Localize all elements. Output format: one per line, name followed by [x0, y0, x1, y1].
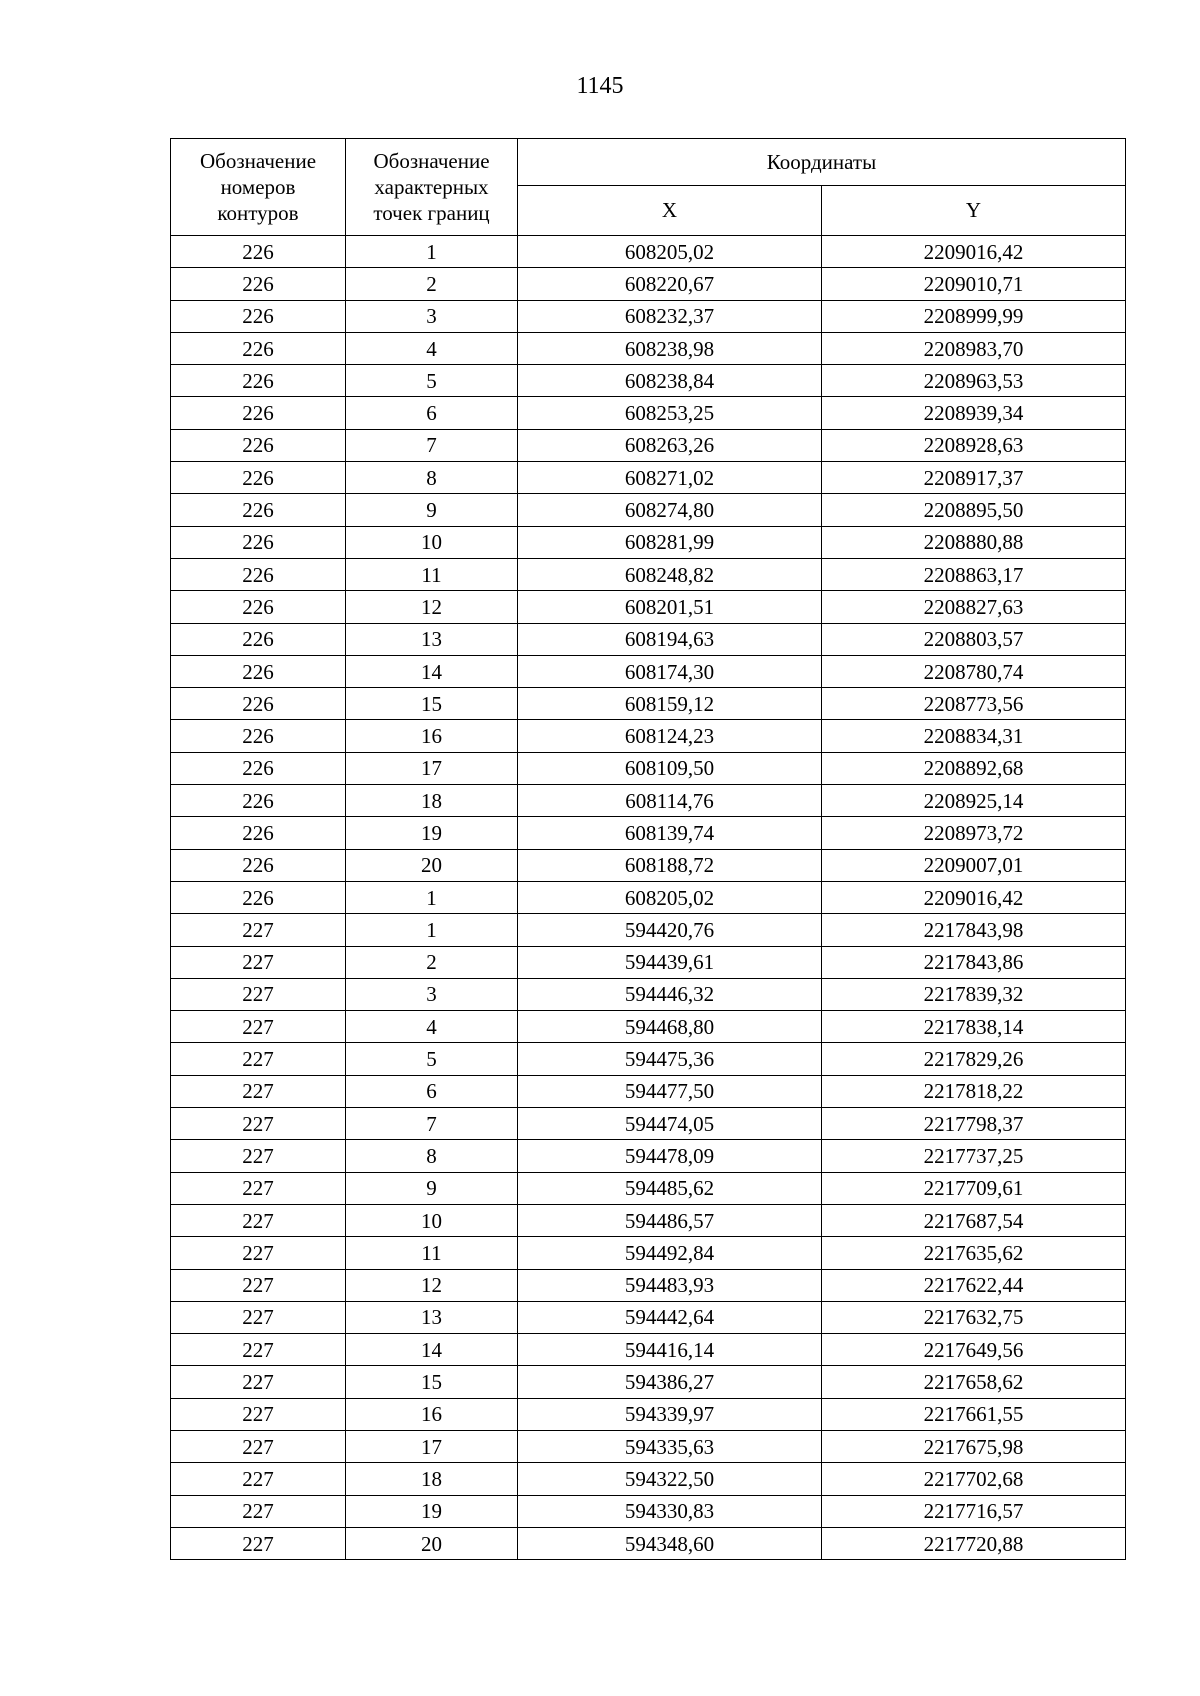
header-coordinates: Координаты: [518, 139, 1126, 186]
page-number: 1145: [576, 73, 624, 99]
point-number-cell: 10: [346, 1204, 518, 1236]
point-number-cell: 8: [346, 1140, 518, 1172]
y-coordinate-cell: 2208895,50: [822, 494, 1126, 526]
x-coordinate-cell: 608238,84: [518, 365, 822, 397]
x-coordinate-cell: 608205,02: [518, 881, 822, 913]
point-number-cell: 19: [346, 1495, 518, 1527]
contour-number-cell: 226: [171, 236, 346, 268]
point-number-cell: 7: [346, 429, 518, 461]
contour-number-cell: 227: [171, 1237, 346, 1269]
y-coordinate-cell: 2208917,37: [822, 462, 1126, 494]
y-coordinate-cell: 2208892,68: [822, 752, 1126, 784]
contour-number-cell: 226: [171, 623, 346, 655]
x-coordinate-cell: 594420,76: [518, 914, 822, 946]
point-number-cell: 18: [346, 785, 518, 817]
table-row: [171, 688, 1126, 720]
table-row: [171, 785, 1126, 817]
table-row: [171, 332, 1126, 364]
y-coordinate-cell: 2217675,98: [822, 1430, 1126, 1462]
table-row: [171, 849, 1126, 881]
table-row: [171, 1463, 1126, 1495]
y-coordinate-cell: 2217687,54: [822, 1204, 1126, 1236]
header-contour-line-2: номеров: [220, 175, 296, 199]
y-coordinate-cell: 2208803,57: [822, 623, 1126, 655]
point-number-cell: 5: [346, 1043, 518, 1075]
x-coordinate-cell: 608174,30: [518, 655, 822, 687]
table-row: [171, 1430, 1126, 1462]
x-coordinate-cell: 608274,80: [518, 494, 822, 526]
table-row: [171, 462, 1126, 494]
x-coordinate-cell: 594339,97: [518, 1398, 822, 1430]
y-coordinate-cell: 2208834,31: [822, 720, 1126, 752]
y-coordinate-cell: 2217635,62: [822, 1237, 1126, 1269]
x-coordinate-cell: 594474,05: [518, 1108, 822, 1140]
contour-number-cell: 227: [171, 1075, 346, 1107]
y-coordinate-cell: 2208827,63: [822, 591, 1126, 623]
x-coordinate-cell: 608188,72: [518, 849, 822, 881]
table-row: [171, 300, 1126, 332]
point-number-cell: 20: [346, 849, 518, 881]
x-coordinate-cell: 608238,98: [518, 332, 822, 364]
y-coordinate-cell: 2217661,55: [822, 1398, 1126, 1430]
point-number-cell: 14: [346, 655, 518, 687]
point-number-cell: 13: [346, 1301, 518, 1333]
table-row: [171, 397, 1126, 429]
table-row: [171, 268, 1126, 300]
contour-number-cell: 226: [171, 300, 346, 332]
contour-number-cell: 227: [171, 1011, 346, 1043]
point-number-cell: 5: [346, 365, 518, 397]
point-number-cell: 9: [346, 494, 518, 526]
y-coordinate-cell: 2208925,14: [822, 785, 1126, 817]
y-coordinate-cell: 2208999,99: [822, 300, 1126, 332]
contour-number-cell: 226: [171, 332, 346, 364]
contour-number-cell: 226: [171, 526, 346, 558]
x-coordinate-cell: 608281,99: [518, 526, 822, 558]
contour-number-cell: 226: [171, 494, 346, 526]
contour-number-cell: 227: [171, 1140, 346, 1172]
contour-number-cell: 226: [171, 397, 346, 429]
table-row: [171, 1334, 1126, 1366]
point-number-cell: 4: [346, 332, 518, 364]
x-coordinate-cell: 594477,50: [518, 1075, 822, 1107]
point-number-cell: 19: [346, 817, 518, 849]
table-row: [171, 591, 1126, 623]
y-coordinate-cell: 2209010,71: [822, 268, 1126, 300]
x-coordinate-cell: 594416,14: [518, 1334, 822, 1366]
header-point-line-1: Обозначение: [373, 149, 490, 173]
x-coordinate-cell: 608263,26: [518, 429, 822, 461]
x-coordinate-cell: 594330,83: [518, 1495, 822, 1527]
header-y: Y: [822, 186, 1126, 236]
point-number-cell: 14: [346, 1334, 518, 1366]
y-coordinate-cell: 2217829,26: [822, 1043, 1126, 1075]
x-coordinate-cell: 594439,61: [518, 946, 822, 978]
x-coordinate-cell: 608139,74: [518, 817, 822, 849]
contour-number-cell: 227: [171, 1495, 346, 1527]
x-coordinate-cell: 608205,02: [518, 236, 822, 268]
x-coordinate-cell: 608220,67: [518, 268, 822, 300]
point-number-cell: 16: [346, 1398, 518, 1430]
x-coordinate-cell: 594386,27: [518, 1366, 822, 1398]
table-row: [171, 1204, 1126, 1236]
contour-number-cell: 227: [171, 1269, 346, 1301]
x-coordinate-cell: 594348,60: [518, 1527, 822, 1559]
table-row: [171, 881, 1126, 913]
y-coordinate-cell: 2217839,32: [822, 978, 1126, 1010]
header-boundary-points: [346, 139, 518, 236]
contour-number-cell: 226: [171, 752, 346, 784]
point-number-cell: 9: [346, 1172, 518, 1204]
table-body: [171, 236, 1126, 1560]
point-number-cell: 3: [346, 978, 518, 1010]
contour-number-cell: 227: [171, 914, 346, 946]
table-row: [171, 558, 1126, 590]
contour-number-cell: 226: [171, 268, 346, 300]
y-coordinate-cell: 2217720,88: [822, 1527, 1126, 1559]
point-number-cell: 7: [346, 1108, 518, 1140]
y-coordinate-cell: 2217843,98: [822, 914, 1126, 946]
table-row: [171, 236, 1126, 268]
contour-number-cell: 226: [171, 785, 346, 817]
contour-number-cell: 226: [171, 591, 346, 623]
contour-number-cell: 227: [171, 978, 346, 1010]
contour-number-cell: 226: [171, 881, 346, 913]
x-coordinate-cell: 594446,32: [518, 978, 822, 1010]
table-header: [171, 139, 1126, 236]
contour-number-cell: 227: [171, 1172, 346, 1204]
table-row: [171, 720, 1126, 752]
table-row: [171, 978, 1126, 1010]
contour-number-cell: 227: [171, 1527, 346, 1559]
point-number-cell: 8: [346, 462, 518, 494]
y-coordinate-cell: 2208983,70: [822, 332, 1126, 364]
y-coordinate-cell: 2217818,22: [822, 1075, 1126, 1107]
table-row: [171, 1108, 1126, 1140]
x-coordinate-cell: 608109,50: [518, 752, 822, 784]
y-coordinate-cell: 2208863,17: [822, 558, 1126, 590]
header-x: X: [518, 186, 822, 236]
table-row: [171, 1366, 1126, 1398]
x-coordinate-cell: 594492,84: [518, 1237, 822, 1269]
point-number-cell: 4: [346, 1011, 518, 1043]
x-coordinate-cell: 594322,50: [518, 1463, 822, 1495]
x-coordinate-cell: 594483,93: [518, 1269, 822, 1301]
point-number-cell: 17: [346, 752, 518, 784]
y-coordinate-cell: 2208973,72: [822, 817, 1126, 849]
x-coordinate-cell: 608232,37: [518, 300, 822, 332]
contour-number-cell: 226: [171, 462, 346, 494]
table-row: [171, 429, 1126, 461]
point-number-cell: 15: [346, 1366, 518, 1398]
contour-number-cell: 226: [171, 720, 346, 752]
coordinates-table: [170, 138, 1126, 1560]
point-number-cell: 6: [346, 1075, 518, 1107]
table-row: [171, 365, 1126, 397]
contour-number-cell: 226: [171, 817, 346, 849]
point-number-cell: 18: [346, 1463, 518, 1495]
contour-number-cell: 226: [171, 429, 346, 461]
x-coordinate-cell: 594486,57: [518, 1204, 822, 1236]
point-number-cell: 13: [346, 623, 518, 655]
table-row: [171, 1140, 1126, 1172]
point-number-cell: 17: [346, 1430, 518, 1462]
y-coordinate-cell: 2208880,88: [822, 526, 1126, 558]
header-contour-line-3: контуров: [217, 201, 299, 225]
contour-number-cell: 227: [171, 1204, 346, 1236]
contour-number-cell: 227: [171, 1430, 346, 1462]
point-number-cell: 11: [346, 1237, 518, 1269]
x-coordinate-cell: 608253,25: [518, 397, 822, 429]
table-row: [171, 946, 1126, 978]
y-coordinate-cell: 2208939,34: [822, 397, 1126, 429]
y-coordinate-cell: 2217716,57: [822, 1495, 1126, 1527]
contour-number-cell: 227: [171, 946, 346, 978]
x-coordinate-cell: 608271,02: [518, 462, 822, 494]
contour-number-cell: 226: [171, 688, 346, 720]
contour-number-cell: 227: [171, 1301, 346, 1333]
table-row: [171, 1237, 1126, 1269]
x-coordinate-cell: 608159,12: [518, 688, 822, 720]
header-contour-line-1: Обозначение: [199, 149, 317, 173]
point-number-cell: 2: [346, 268, 518, 300]
y-coordinate-cell: 2209007,01: [822, 849, 1126, 881]
point-number-cell: 3: [346, 300, 518, 332]
y-coordinate-cell: 2217702,68: [822, 1463, 1126, 1495]
y-coordinate-cell: 2217658,62: [822, 1366, 1126, 1398]
point-number-cell: 1: [346, 236, 518, 268]
contour-number-cell: 227: [171, 1334, 346, 1366]
table-row: [171, 1495, 1126, 1527]
y-coordinate-cell: 2217709,61: [822, 1172, 1126, 1204]
table-row: [171, 1301, 1126, 1333]
contour-number-cell: 226: [171, 849, 346, 881]
table-row: [171, 1075, 1126, 1107]
contour-number-cell: 226: [171, 365, 346, 397]
point-number-cell: 12: [346, 591, 518, 623]
point-number-cell: 12: [346, 1269, 518, 1301]
point-number-cell: 11: [346, 558, 518, 590]
x-coordinate-cell: 608201,51: [518, 591, 822, 623]
contour-number-cell: 226: [171, 558, 346, 590]
table-row: [171, 914, 1126, 946]
table-row: [171, 1043, 1126, 1075]
y-coordinate-cell: 2208780,74: [822, 655, 1126, 687]
x-coordinate-cell: 608114,76: [518, 785, 822, 817]
contour-number-cell: 226: [171, 655, 346, 687]
table-row: [171, 1527, 1126, 1559]
table-row: [171, 655, 1126, 687]
header-point-line-3: точек границ: [373, 201, 490, 225]
y-coordinate-cell: 2209016,42: [822, 881, 1126, 913]
contour-number-cell: 227: [171, 1398, 346, 1430]
point-number-cell: 16: [346, 720, 518, 752]
y-coordinate-cell: 2208928,63: [822, 429, 1126, 461]
contour-number-cell: 227: [171, 1108, 346, 1140]
point-number-cell: 2: [346, 946, 518, 978]
table-row: [171, 752, 1126, 784]
table-row: [171, 1172, 1126, 1204]
y-coordinate-cell: 2208963,53: [822, 365, 1126, 397]
table-row: [171, 623, 1126, 655]
table-row: [171, 1398, 1126, 1430]
y-coordinate-cell: 2217649,56: [822, 1334, 1126, 1366]
y-coordinate-cell: 2209016,42: [822, 236, 1126, 268]
x-coordinate-cell: 594478,09: [518, 1140, 822, 1172]
y-coordinate-cell: 2208773,56: [822, 688, 1126, 720]
y-coordinate-cell: 2217798,37: [822, 1108, 1126, 1140]
x-coordinate-cell: 608194,63: [518, 623, 822, 655]
header-point-line-2: характерных: [374, 175, 489, 199]
point-number-cell: 20: [346, 1527, 518, 1559]
table-row: [171, 526, 1126, 558]
table-row: [171, 1011, 1126, 1043]
y-coordinate-cell: 2217838,14: [822, 1011, 1126, 1043]
point-number-cell: 1: [346, 881, 518, 913]
contour-number-cell: 227: [171, 1366, 346, 1398]
table-row: [171, 817, 1126, 849]
x-coordinate-cell: 594468,80: [518, 1011, 822, 1043]
table-row: [171, 1269, 1126, 1301]
x-coordinate-cell: 594442,64: [518, 1301, 822, 1333]
y-coordinate-cell: 2217843,86: [822, 946, 1126, 978]
y-coordinate-cell: 2217632,75: [822, 1301, 1126, 1333]
point-number-cell: 15: [346, 688, 518, 720]
y-coordinate-cell: 2217622,44: [822, 1269, 1126, 1301]
header-contour-numbers: [171, 139, 346, 236]
point-number-cell: 6: [346, 397, 518, 429]
table-row: [171, 494, 1126, 526]
x-coordinate-cell: 594335,63: [518, 1430, 822, 1462]
x-coordinate-cell: 594485,62: [518, 1172, 822, 1204]
point-number-cell: 1: [346, 914, 518, 946]
x-coordinate-cell: 608124,23: [518, 720, 822, 752]
contour-number-cell: 227: [171, 1043, 346, 1075]
contour-number-cell: 227: [171, 1463, 346, 1495]
x-coordinate-cell: 608248,82: [518, 558, 822, 590]
x-coordinate-cell: 594475,36: [518, 1043, 822, 1075]
y-coordinate-cell: 2217737,25: [822, 1140, 1126, 1172]
point-number-cell: 10: [346, 526, 518, 558]
